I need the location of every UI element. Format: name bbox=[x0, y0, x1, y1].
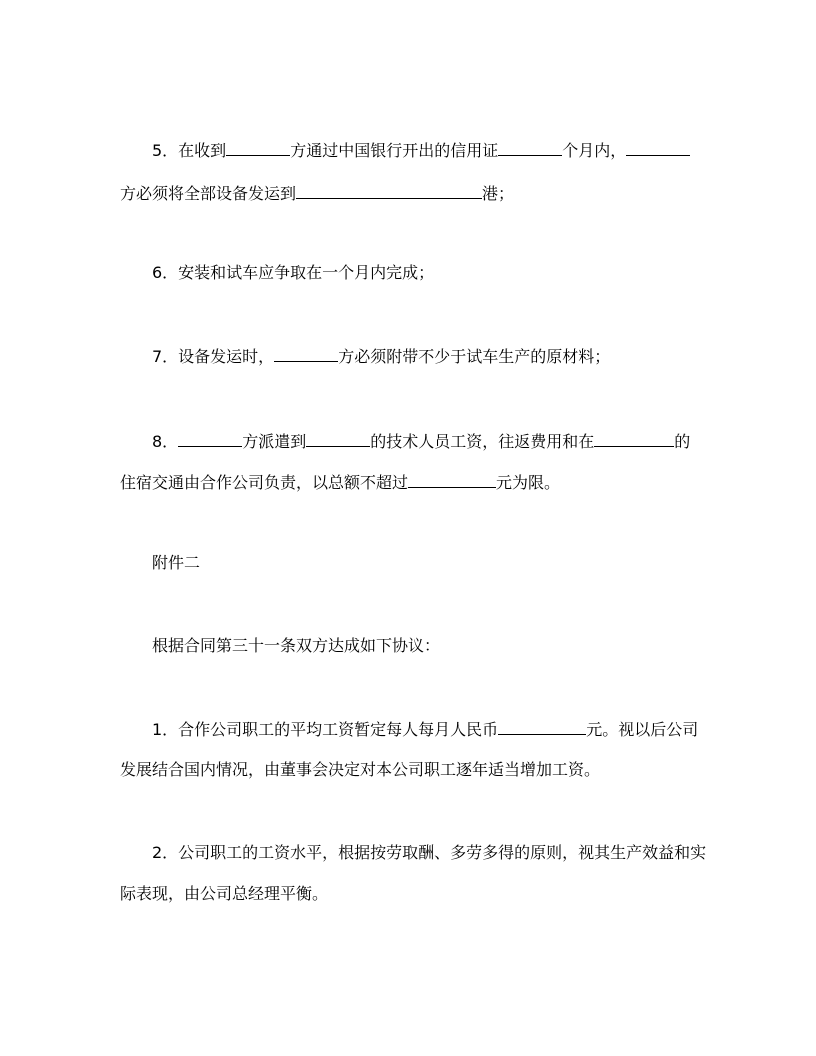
clause-2-text-a: 2．公司职工的工资水平，根据按劳取酬、多劳多得的原则，视其生产效益和实 bbox=[152, 843, 707, 862]
item-8-text-d: 的 bbox=[674, 432, 691, 451]
item-7-text-b: 方必须附带不少于试车生产的原材料； bbox=[338, 347, 611, 366]
item-7-line bbox=[152, 345, 610, 365]
blank-field[interactable] bbox=[226, 139, 290, 156]
clause-1-text-c: 发展结合国内情况，由董事会决定对本公司职工逐年适当增加工资。 bbox=[120, 760, 601, 779]
clause-1-line-1 bbox=[152, 718, 698, 738]
blank-field[interactable] bbox=[498, 139, 562, 156]
item-6-text: 6．安装和试车应争取在一个月内完成； bbox=[152, 263, 435, 282]
blank-field[interactable] bbox=[408, 471, 496, 488]
item-7-text-a: 7．设备发运时， bbox=[152, 347, 275, 366]
clause-2-line-1 bbox=[152, 843, 706, 863]
item-8-text-c: 的技术人员工资，往返费用和在 bbox=[370, 432, 595, 451]
item-5-text-a: 5．在收到 bbox=[152, 141, 227, 160]
item-8-text-f: 元为限。 bbox=[496, 473, 561, 492]
item-5-text-d: 方必须将全部设备发运到 bbox=[120, 184, 297, 203]
item-8-line-1 bbox=[152, 430, 690, 450]
item-6-line bbox=[152, 263, 434, 283]
agreement-intro bbox=[152, 636, 440, 656]
agreement-intro-text: 根据合同第三十一条双方达成如下协议： bbox=[152, 636, 441, 655]
clause-1-text-b: 元。视以后公司 bbox=[586, 720, 699, 739]
attachment-title bbox=[152, 553, 200, 573]
blank-field[interactable] bbox=[274, 345, 338, 362]
item-5-text-b: 方通过中国银行开出的信用证 bbox=[290, 141, 499, 160]
blank-field[interactable] bbox=[296, 182, 482, 199]
item-8-text-e: 住宿交通由合作公司负责，以总额不超过 bbox=[120, 473, 409, 492]
item-5-text-c: 个月内， bbox=[562, 141, 627, 160]
item-8-text-b: 方派遣到 bbox=[242, 432, 307, 451]
item-5-line-2 bbox=[120, 182, 514, 202]
clause-1-text-a: 1．合作公司职工的平均工资暂定每人每月人民币 bbox=[152, 720, 499, 739]
blank-field[interactable] bbox=[498, 718, 586, 735]
blank-field[interactable] bbox=[306, 430, 370, 447]
item-5-text-e: 港； bbox=[482, 184, 515, 203]
item-8-text-a: 8． bbox=[152, 432, 179, 451]
clause-2-line-2 bbox=[120, 884, 328, 904]
blank-field[interactable] bbox=[178, 430, 242, 447]
item-8-line-2 bbox=[120, 471, 560, 491]
clause-1-line-2 bbox=[120, 760, 600, 780]
attachment-title-text: 附件二 bbox=[152, 553, 201, 572]
item-5-line-1 bbox=[152, 139, 690, 159]
blank-field[interactable] bbox=[626, 139, 690, 156]
blank-field[interactable] bbox=[594, 430, 674, 447]
clause-2-text-b: 际表现，由公司总经理平衡。 bbox=[120, 884, 329, 903]
